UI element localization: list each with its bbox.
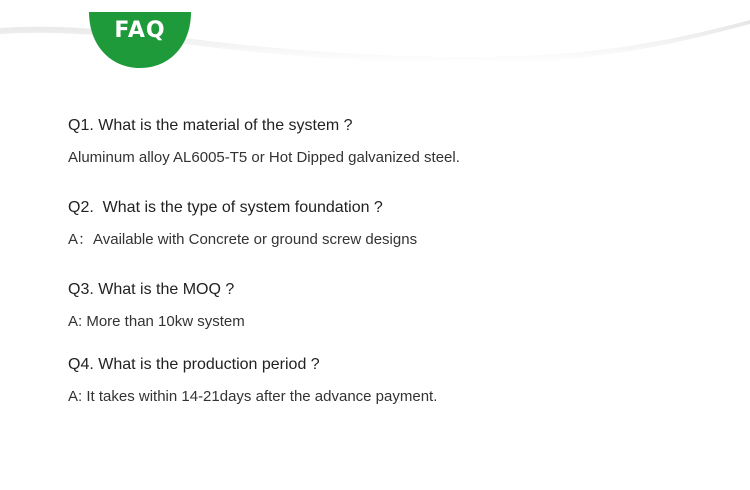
faq-answer: A: More than 10kw system bbox=[68, 313, 245, 330]
header-banner bbox=[0, 0, 750, 80]
faq-question: Q1. What is the material of the system ? bbox=[68, 117, 353, 134]
faq-answer: A：Available with Concrete or ground screw designs bbox=[68, 231, 418, 248]
faq-answer: A: It takes within 14-21days after the advance payment. bbox=[68, 388, 438, 405]
faq-item bbox=[68, 116, 460, 168]
faq-question: Q3. What is the MOQ ? bbox=[68, 281, 235, 298]
faq-badge-label: FAQ bbox=[114, 18, 166, 43]
faq-item bbox=[68, 355, 437, 407]
faq-answer: Aluminum alloy AL6005-T5 or Hot Dipped galvanized steel. bbox=[68, 149, 460, 166]
faq-item bbox=[68, 280, 245, 332]
faq-item bbox=[68, 198, 417, 250]
faq-question: Q4. What is the production period ? bbox=[68, 356, 320, 373]
faq-question: Q2. What is the type of system foundation ? bbox=[68, 199, 383, 216]
